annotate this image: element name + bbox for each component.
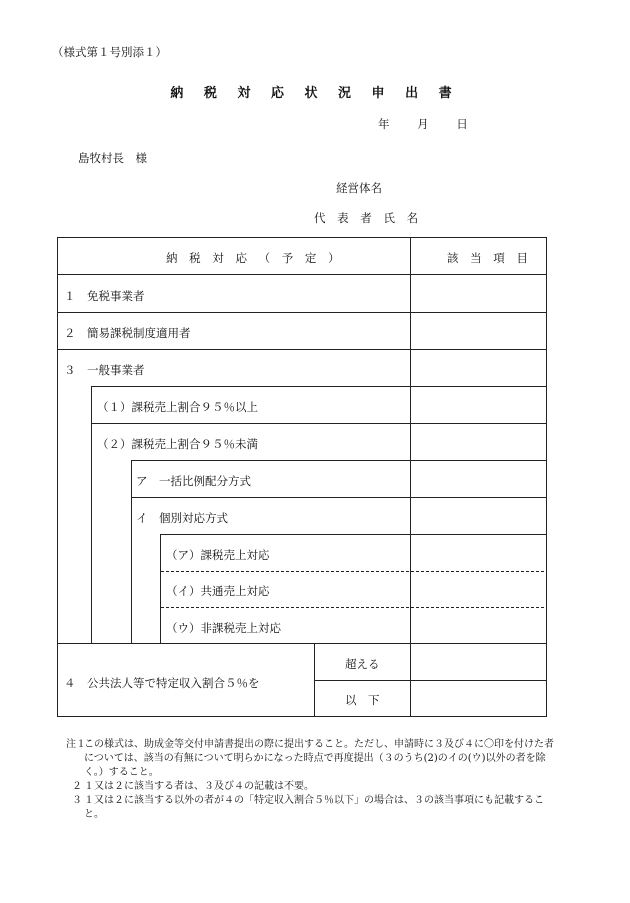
date-month-label: 月 [417,117,429,131]
row-general-business: ３ 一般事業者 [64,363,145,377]
addressee: 島牧村長 様 [78,151,147,165]
row-simplified-taxation: ２ 簡易課税制度適用者 [64,326,191,340]
row-individual-correspondence: イ 個別対応方式 [136,511,228,525]
note-number: 注１ [66,739,86,750]
row-tax-exempt-business: １ 免税事業者 [64,289,145,303]
representative-name-label: 代 表 者 氏 名 [314,211,423,225]
note-item [66,794,556,822]
row-common-sales-correspondence: （イ）共通売上対応 [166,584,270,598]
note-number: ３ [72,795,82,806]
date-year-label: 年 [378,117,390,131]
note-item [66,738,556,780]
note-number: ２ [72,781,82,792]
row-taxable-sales-ratio-under-95: （２）課税売上割合９５％未満 [97,437,258,451]
row-lump-sum-proportional: ア 一括比例配分方式 [136,474,251,488]
note-text: この様式は、助成金等交付申請書提出の際に提出すること。ただし、申請時に３及び４に〇印を付けた者については、該当の有無について明らかになった時点で再度提出（３のうち(2)のイの(ウ)以外の者を除く。）すること。 [84,739,554,778]
note-text: １又は２に該当する以外の者が４の「特定収入割合５％以下」の場合は、３の該当事項にも記載すること。 [84,795,544,820]
row-nontaxable-sales-correspondence: （ウ）非課税売上対応 [166,621,281,635]
date-day-label: 日 [456,117,468,131]
form-number-label: （様式第１号別添１） [52,45,167,59]
notes-section [66,738,556,822]
row-public-corporation-under: 以 下 [345,693,380,707]
row-taxable-sales-ratio-95-or-more: （１）課税売上割合９５％以上 [97,400,258,414]
row-public-corporation-over: 超える [345,657,380,671]
note-text: １又は２に該当する者は、３及び４の記載は不要。 [84,781,314,792]
row-public-corporation: ４ 公共法人等で特定収入割合５％を [64,676,260,690]
document-title: 納 税 対 応 状 況 申 出 書 [170,86,460,101]
note-item [66,780,556,794]
column-header-applicable-item: 該 当 項 目 [447,251,532,265]
column-header-tax-response: 納 税 対 応 （ 予 定 ） [166,251,344,265]
row-taxable-sales-correspondence: （ア）課税売上対応 [166,548,270,562]
business-name-label: 経営体名 [336,181,382,195]
